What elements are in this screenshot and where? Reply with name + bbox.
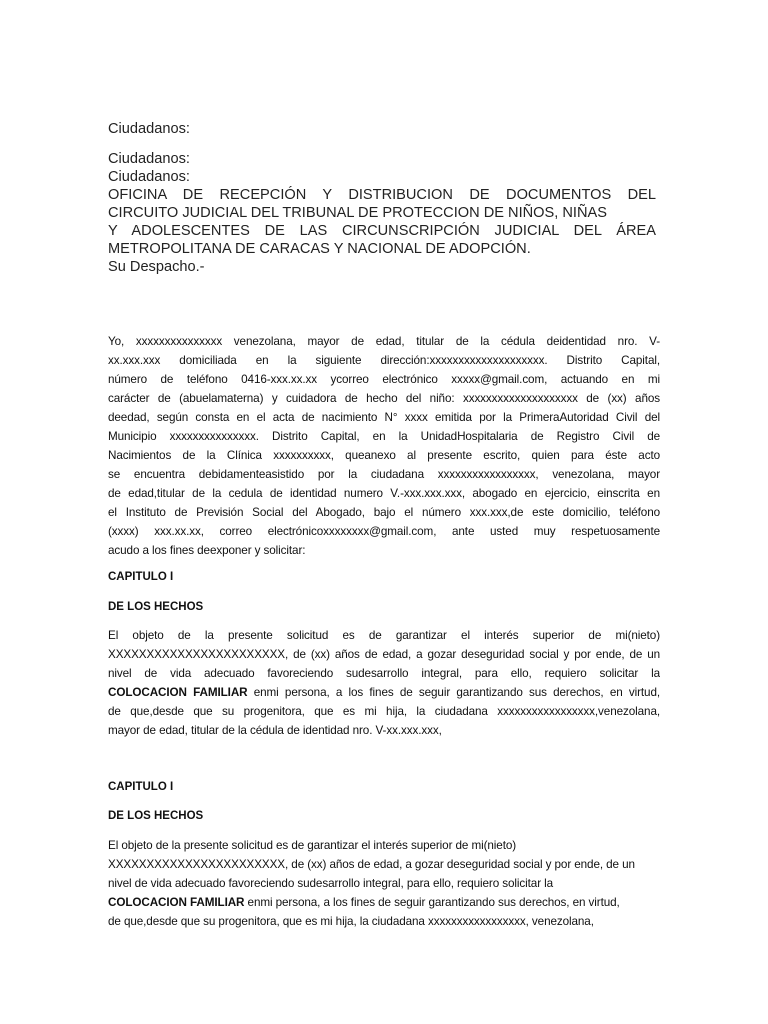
paragraph-line: Nacimientos de la Clínica xxxxxxxxxx, queanexo al presente escrito, quien para éste acto <box>108 449 660 462</box>
paragraph-line: de que,desde que su progenitora, que es mi hija, la ciudadana xxxxxxxxxxxxxxxxx, venezolana, <box>108 915 594 928</box>
paragraph-line: número de teléfono 0416-xxx.xx.xx ycorreo electrónico xxxxx@gmail.com, actuando en mi <box>108 373 660 386</box>
paragraph-line: XXXXXXXXXXXXXXXXXXXXXXX, de (xx) años de edad, a gozar deseguridad social y por ende, de un <box>108 858 635 871</box>
section-title: DE LOS HECHOS <box>108 601 204 613</box>
office-line: METROPOLITANA DE CARACAS Y NACIONAL DE ADOPCIÓN. <box>108 241 531 257</box>
greeting-line: Ciudadanos: <box>108 121 190 137</box>
chapter-heading: CAPITULO I <box>108 781 174 793</box>
section-2-paragraph <box>108 836 660 931</box>
emphasis-text: COLOCACION FAMILIAR <box>108 686 248 699</box>
section-1-paragraph <box>108 626 660 740</box>
paragraph-line: xx.xxx.xxx domiciliada en la siguiente dirección:xxxxxxxxxxxxxxxxxxxx. Distrito Capital, <box>108 354 660 367</box>
paragraph-line: se encuentra debidamenteasistido por la ciudadana xxxxxxxxxxxxxxxxx, venezolana, mayor <box>108 468 660 481</box>
paragraph-line: carácter de (abuelamaterna) y cuidadora de hecho del niño: xxxxxxxxxxxxxxxxxxxx de (xx) años <box>108 392 660 405</box>
paragraph-line: de que,desde que su progenitora, que es mi hija, la ciudadana xxxxxxxxxxxxxxxxx,venezolana, <box>108 705 660 718</box>
paragraph-line: deedad, según consta en el acta de nacimiento N° xxxx emitida por la PrimeraAutoridad Civil del <box>108 411 660 424</box>
paragraph-line: el Instituto de Previsión Social del Abogado, bajo el número xxx.xxx,de este domicilio, teléfono <box>108 506 660 519</box>
chapter-heading: CAPITULO I <box>108 571 174 583</box>
emphasis-text: COLOCACION FAMILIAR <box>108 896 245 909</box>
paragraph-line: El objeto de la presente solicitud es de garantizar el interés superior de mi(nieto) <box>108 629 660 642</box>
office-line: OFICINA DE RECEPCIÓN Y DISTRIBUCION DE DOCUMENTOS DEL <box>108 187 656 203</box>
paragraph-line: (xxxx) xxx.xx.xx, correo electrónicoxxxxxxxx@gmail.com, ante usted muy respetuosamente <box>108 525 660 538</box>
paragraph-line: XXXXXXXXXXXXXXXXXXXXXXX, de (xx) años de edad, a gozar deseguridad social y por ende, de un <box>108 648 660 661</box>
paragraph-line: COLOCACION FAMILIAR enmi persona, a los fines de seguir garantizando sus derechos, en virtud, <box>108 896 620 909</box>
office-line: CIRCUITO JUDICIAL DEL TRIBUNAL DE PROTECCION DE NIÑOS, NIÑAS <box>108 205 607 221</box>
addressee-block <box>108 150 656 276</box>
paragraph-line: El objeto de la presente solicitud es de garantizar el interés superior de mi(nieto) <box>108 839 517 852</box>
paragraph-line: nivel de vida adecuado favoreciendo sudesarrollo integral, para ello, requiero solicitar la <box>108 877 554 890</box>
office-line: Y ADOLESCENTES DE LAS CIRCUNSCRIPCIÓN JUDICIAL DEL ÁREA <box>108 223 656 239</box>
paragraph-line: Yo, xxxxxxxxxxxxxxx venezolana, mayor de edad, titular de la cédula deidentidad nro. V- <box>108 335 660 348</box>
paragraph-line: Municipio xxxxxxxxxxxxxxx. Distrito Capital, en la UnidadHospitalaria de Registro Civil de <box>108 430 660 443</box>
greeting-line: Ciudadanos: <box>108 169 190 185</box>
paragraph-line: acudo a los fines deexponer y solicitar: <box>108 544 306 557</box>
paragraph-line: de edad,titular de la cedula de identidad numero V.-xxx.xxx.xxx, abogado en ejercicio, einscrita en <box>108 487 660 500</box>
intro-paragraph <box>108 332 660 560</box>
paragraph-line: mayor de edad, titular de la cédula de identidad nro. V-xx.xxx.xxx, <box>108 724 442 737</box>
paragraph-line: COLOCACION FAMILIAR enmi persona, a los fines de seguir garantizando sus derechos, en virtud, <box>108 686 660 699</box>
greeting-line: Ciudadanos: <box>108 151 190 167</box>
paragraph-line: nivel de vida adecuado favoreciendo sudesarrollo integral, para ello, requiero solicitar la <box>108 667 660 680</box>
closing-line: Su Despacho.- <box>108 259 205 275</box>
section-title: DE LOS HECHOS <box>108 810 204 822</box>
greeting-block <box>108 120 656 138</box>
